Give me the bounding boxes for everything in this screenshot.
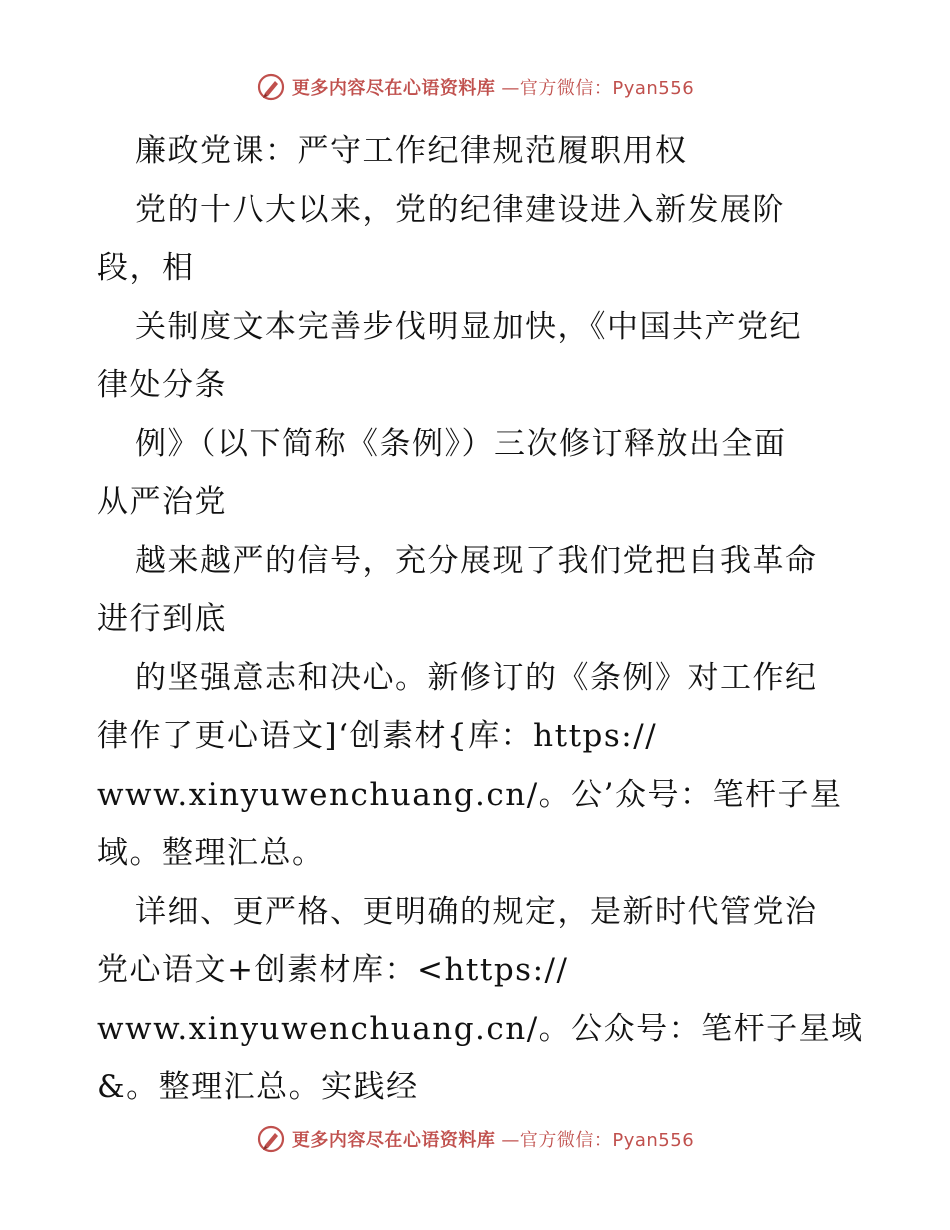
footer-banner-text: 更多内容尽在心语资料库 [291, 1130, 496, 1151]
text-line: 律处分条 [97, 367, 227, 403]
text-line: 律作了更心语文]‘创素材{库：https:// [97, 718, 658, 754]
pen-logo-icon [256, 1124, 286, 1154]
text-line: 详细、更严格、更明确的规定，是新时代管党治 [135, 893, 818, 930]
header-banner-text: 更多内容尽在心语资料库 [291, 78, 496, 99]
text-line: 从严治党 [97, 484, 227, 520]
pen-logo-icon [256, 72, 286, 102]
header-banner [0, 72, 950, 102]
document-body [97, 122, 864, 1117]
text-line: 党心语文+创素材库：<https:// [97, 952, 569, 988]
text-line: 进行到底 [97, 601, 227, 637]
text-line: 段，相 [97, 250, 195, 286]
text-line: 党的十八大以来，党的纪律建设进入新发展阶 [135, 191, 785, 228]
footer-banner-contact: —官方微信：Pyan556 [501, 1130, 695, 1151]
document-title: 廉政党课：严守工作纪律规范履职用权 [135, 133, 688, 169]
text-line: 的坚强意志和决心。新修订的《条例》对工作纪 [135, 659, 818, 696]
text-line: www.xinyuwenchuang.cn/。公众号：笔杆子星域 [97, 1010, 864, 1047]
text-line: 关制度文本完善步伐明显加快，《中国共产党纪 [135, 308, 802, 345]
header-banner-contact: —官方微信：Pyan556 [501, 78, 695, 99]
text-line: 例》（以下简称《条例》）三次修订释放出全面 [135, 425, 787, 462]
text-line: &。整理汇总。实践经 [97, 1069, 419, 1105]
text-line: 域。整理汇总。 [97, 835, 325, 871]
footer-banner [0, 1124, 950, 1154]
text-line: 越来越严的信号，充分展现了我们党把自我革命 [135, 542, 818, 579]
text-line: www.xinyuwenchuang.cn/。公’众号：笔杆子星 [97, 776, 843, 813]
